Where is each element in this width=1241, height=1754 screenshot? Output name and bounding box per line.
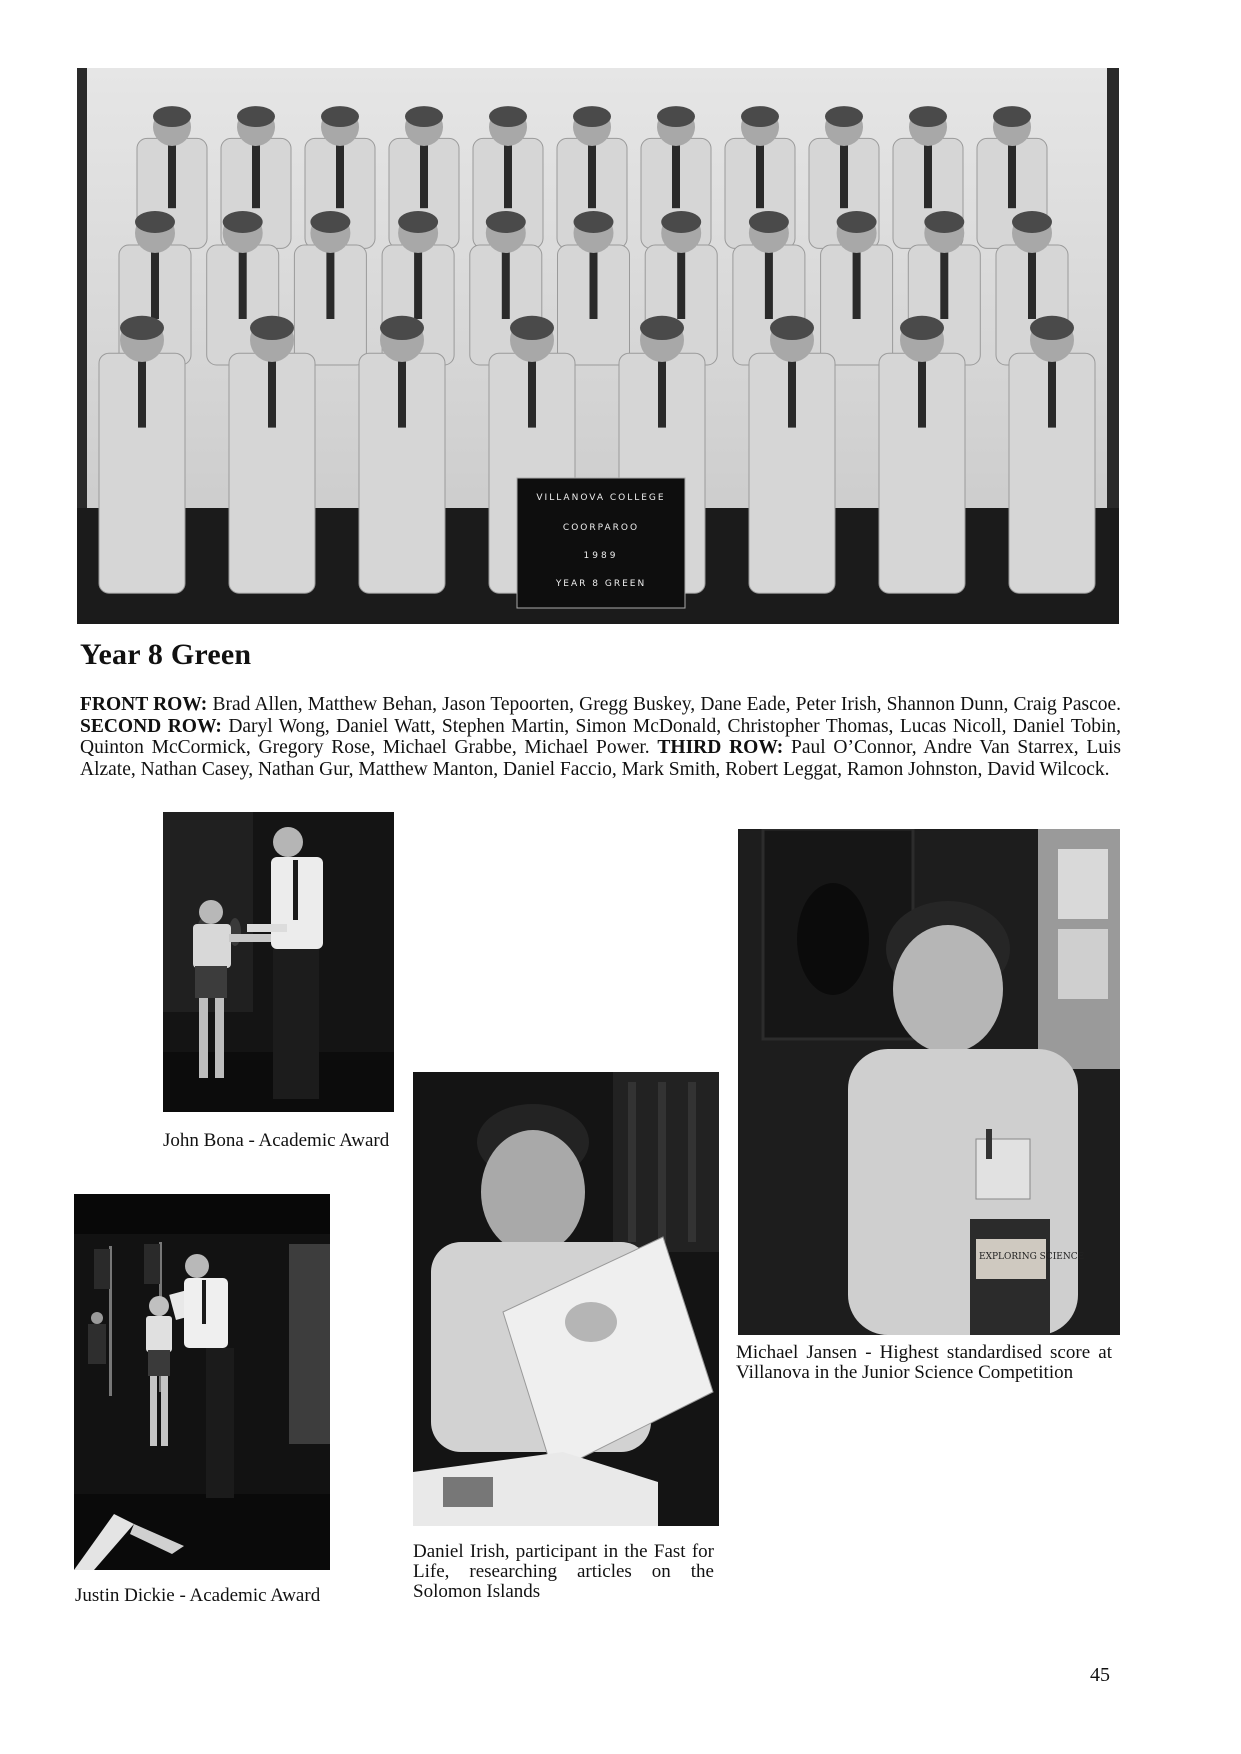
john-bona-caption: John Bona - Academic Award (163, 1130, 390, 1151)
student-tie (504, 142, 512, 208)
student-tie (590, 249, 598, 319)
class-photo (77, 68, 1119, 624)
student-hair (398, 211, 438, 233)
student-hair (310, 211, 350, 233)
student-tie (528, 358, 536, 428)
student-hair (749, 211, 789, 233)
student-hair (770, 316, 814, 340)
student-hair (1012, 211, 1052, 233)
student-tie (658, 358, 666, 428)
student-hair (825, 106, 863, 127)
placard-line-3: 1989 (583, 551, 619, 561)
student-tie (940, 249, 948, 319)
student-tie (924, 142, 932, 208)
page-number: 45 (1090, 1664, 1110, 1686)
student-tie (138, 358, 146, 428)
front-row-names: Brad Allen, Matthew Behan, Jason Tepoorten, Gregg Buskey, Dane Eade, Peter Irish, Shannon Dunn, Craig Pascoe. (212, 694, 1122, 715)
student-tie (756, 142, 764, 208)
student-tie (414, 249, 422, 319)
student-tie (1048, 358, 1056, 428)
page-title: Year 8 Green (80, 638, 252, 671)
daniel-irish-photo (413, 1072, 719, 1526)
michael-jansen-caption: Michael Jansen - Highest standardised score at Villanova in the Junior Science Competition (736, 1342, 1112, 1383)
student-hair (1030, 316, 1074, 340)
student-tie (788, 358, 796, 428)
student-tie (840, 142, 848, 208)
student-hair (993, 106, 1031, 127)
student-hair (510, 316, 554, 340)
student-hair (237, 106, 275, 127)
book-cover-text: EXPLORING SCIENCE (979, 1252, 1085, 1262)
placard-line-2: COORPAROO (562, 523, 640, 533)
student-tie (326, 249, 334, 319)
student-hair (640, 316, 684, 340)
michael-jansen-photo-image (738, 829, 1120, 1335)
student-tie (588, 142, 596, 208)
second-row-names: Daryl Wong, Daniel Watt, Stephen Martin, Simon McDonald, Christopher Thomas, Lucas Nicoll, Daniel Tobin, Quinton McCormick, Gregory Rose, Michael Grabbe, Michael Power. (80, 715, 1122, 758)
student-tie (252, 142, 260, 208)
student-hair (405, 106, 443, 127)
student-hair (489, 106, 527, 127)
placard-line-1: VILLANOVA COLLEGE (536, 493, 666, 503)
student-tie (1028, 249, 1036, 319)
student-hair (741, 106, 779, 127)
student-tie (268, 358, 276, 428)
student-tie (168, 142, 176, 208)
student-hair (574, 211, 614, 233)
student-hair (900, 316, 944, 340)
student-hair (661, 211, 701, 233)
student-hair (321, 106, 359, 127)
student-tie (918, 358, 926, 428)
student-tie (853, 249, 861, 319)
student-tie (398, 358, 406, 428)
john-bona-photo (163, 812, 394, 1112)
student-tie (677, 249, 685, 319)
student-hair (223, 211, 263, 233)
justin-dickie-caption: Justin Dickie - Academic Award (75, 1585, 321, 1606)
student-hair (909, 106, 947, 127)
placard-line-4: YEAR 8 GREEN (555, 579, 647, 589)
student-tie (420, 142, 428, 208)
student-hair (486, 211, 526, 233)
student-hair (135, 211, 175, 233)
student-hair (924, 211, 964, 233)
daniel-irish-photo-image (413, 1072, 719, 1526)
student-hair (250, 316, 294, 340)
front-row-label: FRONT ROW: (80, 694, 208, 715)
third-row-label: THIRD ROW: (657, 737, 784, 758)
michael-jansen-photo (738, 829, 1120, 1335)
student-hair (573, 106, 611, 127)
daniel-irish-caption: Daniel Irish, participant in the Fast for Life, researching articles on the Solomon Islands (413, 1541, 714, 1602)
student-tie (151, 249, 159, 319)
class-photo-image (77, 68, 1119, 624)
student-hair (153, 106, 191, 127)
student-tie (239, 249, 247, 319)
john-bona-photo-image (163, 812, 394, 1112)
student-tie (672, 142, 680, 208)
student-tie (336, 142, 344, 208)
student-hair (657, 106, 695, 127)
student-tie (1008, 142, 1016, 208)
student-tie (765, 249, 773, 319)
justin-dickie-photo (74, 1194, 330, 1570)
class-roster (80, 694, 1121, 780)
student-hair (380, 316, 424, 340)
justin-dickie-photo-image (74, 1194, 330, 1570)
student-hair (837, 211, 877, 233)
third-row-names: Paul O’Connor, Andre Van Starrex, Luis Alzate, Nathan Casey, Nathan Gur, Matthew Manton, Daniel Faccio, Mark Smith, Robert Leggat, Ramon Johnston, David Wilcock. (80, 737, 1121, 780)
student-hair (120, 316, 164, 340)
second-row-label: SECOND ROW: (80, 715, 222, 737)
student-tie (502, 249, 510, 319)
